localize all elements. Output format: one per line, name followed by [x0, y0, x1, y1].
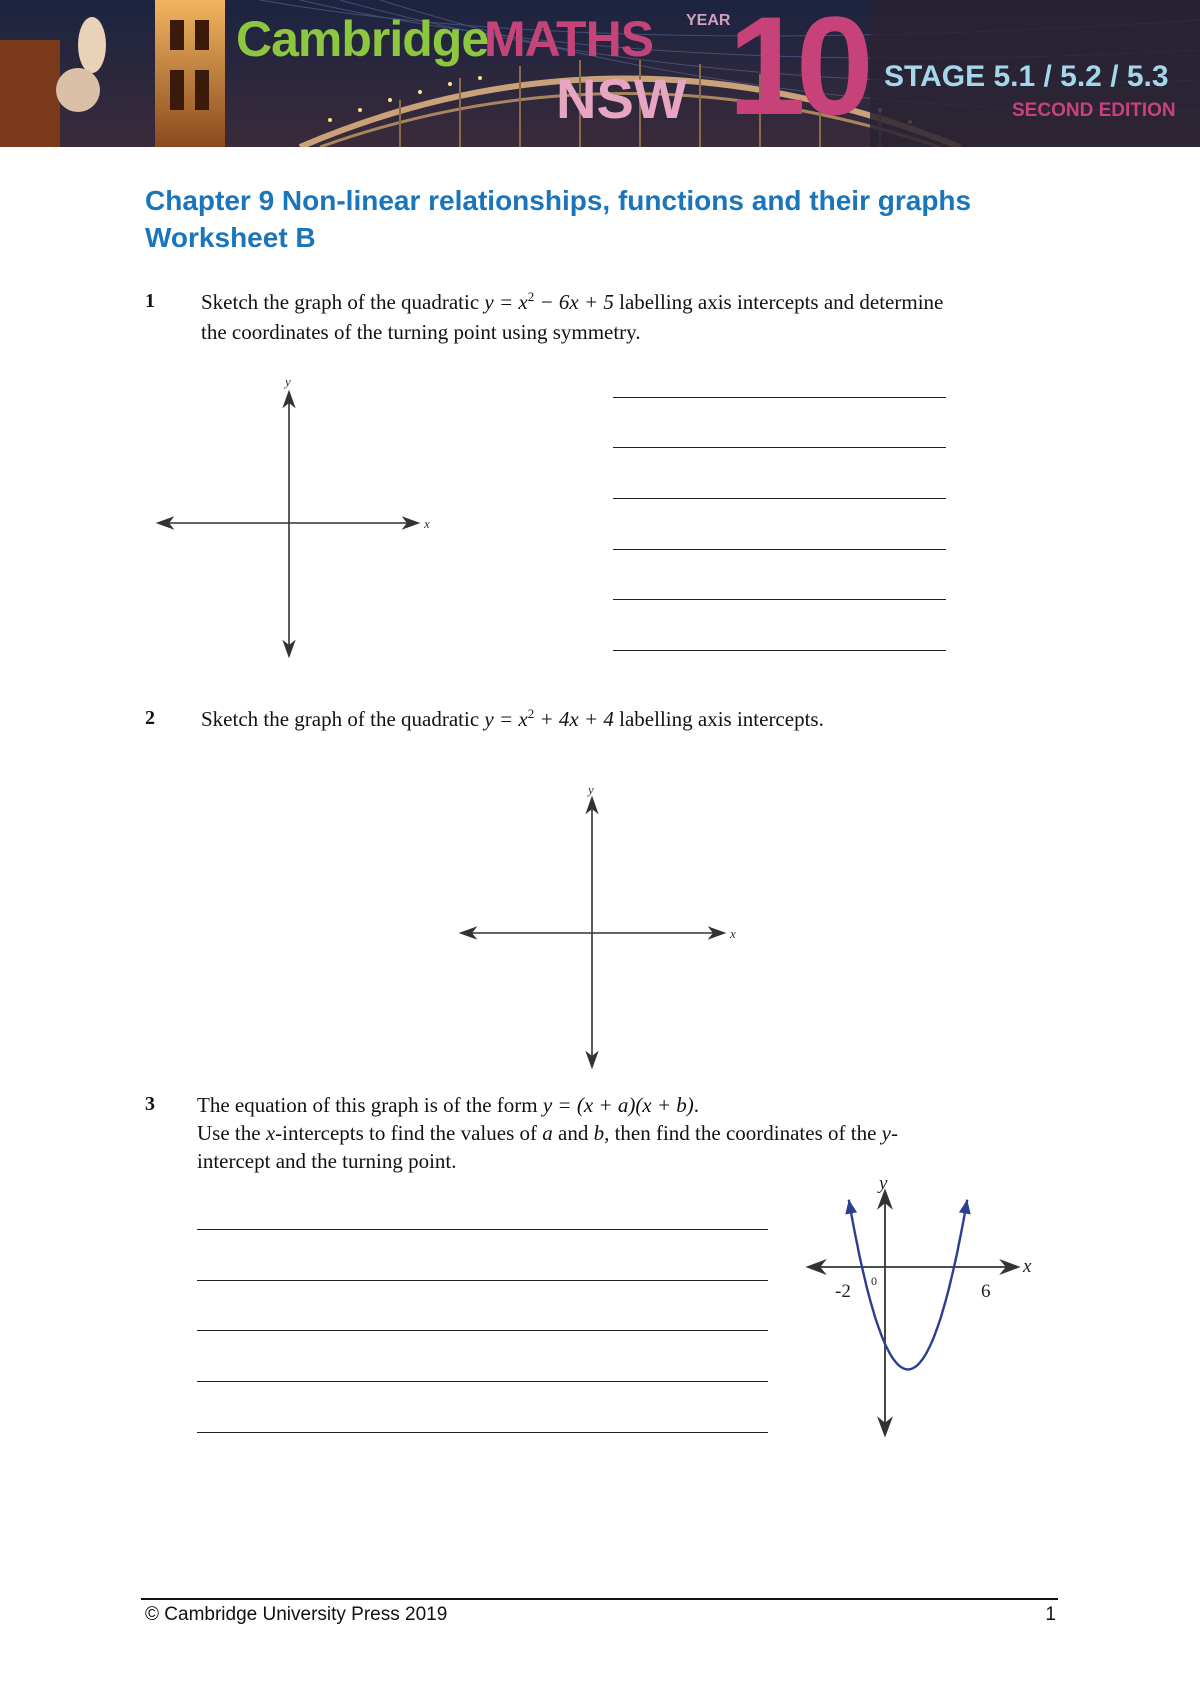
question-3-line2-c: and: [552, 1121, 594, 1145]
question-1-eq-rhs: − 6x + 5: [534, 290, 614, 314]
question-3-text-line2: [197, 1118, 898, 1148]
question-1-eq-exponent: 2: [527, 289, 535, 304]
question-3-answer-line[interactable]: [197, 1330, 768, 1331]
question-2-text: [201, 704, 824, 734]
footer-divider: [141, 1598, 1058, 1600]
question-2-text-after: labelling axis intercepts.: [613, 707, 824, 731]
question-1-number: 1: [145, 290, 155, 312]
question-3-axis-x-label: x: [1023, 1256, 1032, 1277]
question-3-line2-y: y: [881, 1121, 891, 1145]
question-1-axis-y-label: y: [285, 374, 291, 389]
question-1-answer-line[interactable]: [613, 599, 946, 600]
question-2-number: 2: [145, 707, 155, 729]
question-3-line2-b-var: b: [593, 1121, 605, 1145]
question-1-answer-line[interactable]: [613, 650, 946, 651]
brand-year-label: YEAR: [686, 12, 731, 29]
footer-copyright: © Cambridge University Press 2019: [145, 1604, 448, 1625]
question-3-parabola-graph: [800, 1175, 1050, 1440]
question-1-text-after: labelling axis intercepts and determine: [613, 290, 944, 314]
brand-nsw: NSW: [556, 67, 687, 130]
question-3-line2-x: x: [265, 1121, 276, 1145]
question-3-line2-e: -: [891, 1121, 898, 1145]
question-2-eq-lhs: y = x: [484, 707, 528, 731]
brand-cambridge: Cambridge: [236, 11, 489, 67]
question-3-x-intercept-left-label: -2: [835, 1281, 851, 1302]
question-2-eq-exponent: 2: [527, 706, 535, 721]
question-3-origin-label: 0: [871, 1274, 877, 1288]
question-3-answer-line[interactable]: [197, 1229, 768, 1230]
brand-edition: SECOND EDITION: [1012, 100, 1176, 121]
question-3-line2-b: -intercepts to find the values of: [275, 1121, 543, 1145]
parabola-arrow-right: [959, 1200, 971, 1215]
question-1-axis-x-label: x: [424, 516, 430, 531]
question-3-x-intercept-right-label: 6: [981, 1281, 991, 1302]
header-banner: [0, 0, 1200, 147]
question-3-line2-a-var: a: [542, 1121, 553, 1145]
question-1-answer-line[interactable]: [613, 549, 946, 550]
question-3-answer-line[interactable]: [197, 1432, 768, 1433]
question-1-answer-line[interactable]: [613, 447, 946, 448]
question-2-equation: [484, 707, 613, 731]
question-3-line1-before: The equation of this graph is of the form: [197, 1093, 543, 1117]
question-3-line1-after: .: [693, 1093, 700, 1117]
chapter-title: Chapter 9 Non-linear relationships, functions and their graphs: [145, 185, 972, 216]
question-3-number: 3: [145, 1093, 155, 1115]
parabola-curve: [849, 1200, 967, 1370]
question-1-answer-line[interactable]: [613, 397, 946, 398]
brand-year-number: 10: [728, 0, 864, 144]
question-3-line2-a: Use the: [197, 1121, 266, 1145]
question-1-axes[interactable]: [150, 368, 450, 658]
question-2-axes[interactable]: [453, 780, 753, 1070]
question-3-axis-y-label: y: [879, 1175, 888, 1194]
question-2-text-before: Sketch the graph of the quadratic: [201, 707, 485, 731]
brand-stage: STAGE 5.1 / 5.2 / 5.3: [884, 60, 1169, 93]
question-3-equation: y = (x + a)(x + b): [542, 1093, 694, 1117]
question-1-answer-line[interactable]: [613, 498, 946, 499]
question-1-equation: [484, 290, 613, 314]
question-1-eq-lhs: y = x: [484, 290, 528, 314]
question-3-answer-line[interactable]: [197, 1280, 768, 1281]
question-1-text-line1: [201, 287, 943, 317]
page-number: 1: [1045, 1604, 1056, 1625]
question-2-axis-y-label: y: [588, 782, 594, 797]
question-3-text-line1: [197, 1090, 699, 1120]
question-3-answer-line[interactable]: [197, 1381, 768, 1382]
brand-maths: MATHS: [484, 11, 654, 67]
question-3-line2-d: , then find the coordinates of the: [604, 1121, 882, 1145]
question-1-text-before: Sketch the graph of the quadratic: [201, 290, 485, 314]
parabola-arrow-left: [845, 1200, 857, 1215]
question-2-axis-x-label: x: [730, 926, 736, 941]
question-2-eq-rhs: + 4x + 4: [534, 707, 614, 731]
question-1-text-line2: the coordinates of the turning point using symmetry.: [201, 320, 641, 344]
worksheet-title: Worksheet B: [145, 222, 316, 253]
question-3-text-line3: intercept and the turning point.: [197, 1149, 457, 1173]
